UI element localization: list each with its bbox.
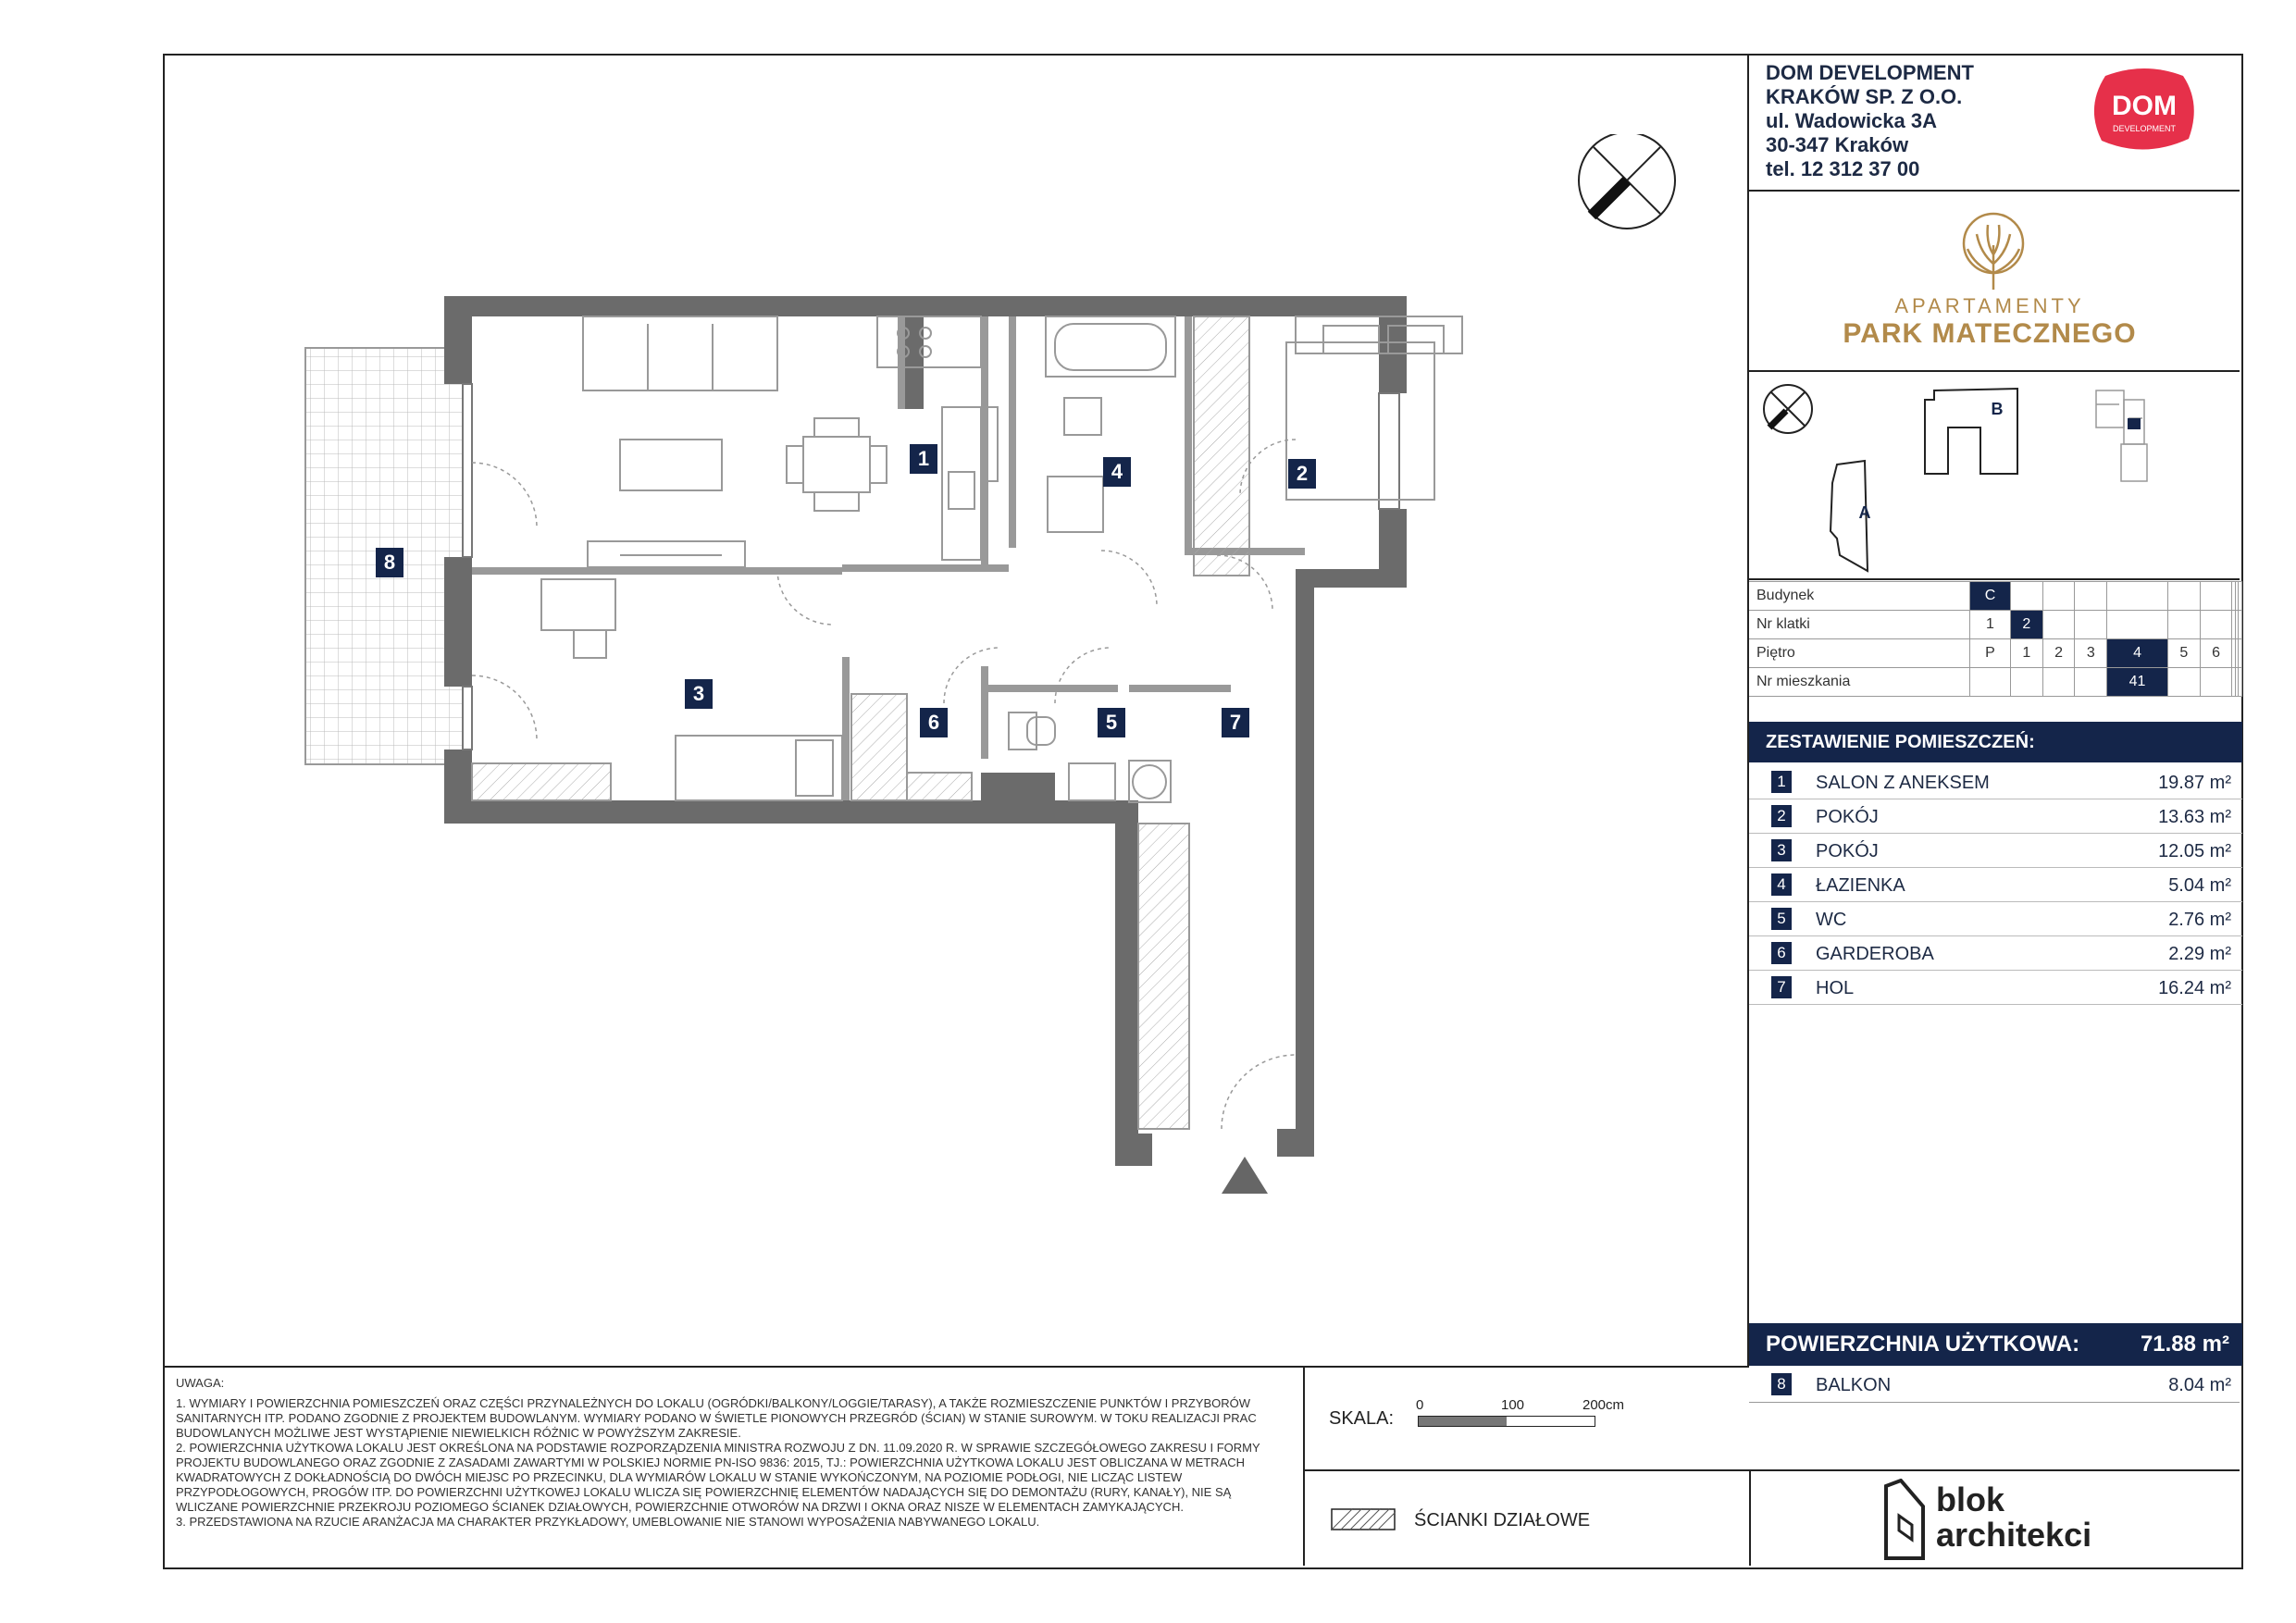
info-grid-cell: 2	[2042, 639, 2075, 668]
rooms-list	[1749, 765, 2242, 1005]
room-row	[1749, 765, 2242, 799]
info-grid-cell	[2200, 582, 2232, 611]
room-area: 19.87 m²	[2158, 773, 2231, 793]
architect-divider	[1749, 1469, 1751, 1566]
room-number: 5	[1771, 908, 1792, 930]
building-a-label: A	[1858, 503, 1871, 522]
room-number: 3	[1771, 839, 1792, 861]
balcony-area: 8.04 m²	[2168, 1375, 2231, 1395]
company-line: tel. 12 312 37 00	[1766, 157, 1920, 180]
partition-hatch-icon	[1331, 1508, 1396, 1530]
balcony-divider	[1749, 1402, 2240, 1403]
info-grid-cell: 41	[2107, 668, 2168, 697]
info-grid-cell	[2239, 582, 2242, 611]
info-grid-cell	[2042, 668, 2075, 697]
partition-legend-label: ŚCIANKI DZIAŁOWE	[1414, 1510, 1591, 1530]
room-number: 6	[1771, 942, 1792, 964]
company-line: ul. Wadowicka 3A	[1766, 109, 1938, 132]
sidebar-divider	[1747, 54, 1749, 1368]
rooms-header-text: ZESTAWIENIE POMIESZCZEŃ:	[1766, 732, 2035, 752]
architect-line2: architekci	[1936, 1516, 2092, 1554]
note-1: 1. WYMIARY I POWIERZCHNIA POMIESZCZEŃ ORAZ CZĘŚCI PRZYNALEŻNYCH DO LOKALU (OGRÓDKI/BALKONY/LOGGIE/TARASY), A TAKŻE ROZMIESZCZENIE PUNKTÓW I PRZYBORÓW SANITARNYCH ITP. PODANO ZGODNIE Z PROJEKTEM BUDOWLANYM. WYMIARY PODANO W ŚWIETLE PIONOWYCH PRZEGRÓD (ŚCIAN) W STANIE SUROWYM. W TOKU REALIZACJI PRAC BUDOWLANYCH MOŻLIWE JEST WYSTĄPIENIE NIEWIELKICH RÓŻNIC W POWYŻSZYM ZAKRESIE.	[176, 1396, 1257, 1440]
scale-divider	[1303, 1368, 1305, 1566]
info-grid-cell	[2239, 668, 2242, 697]
room-row	[1749, 868, 2242, 902]
info-grid-cell: P	[1970, 639, 2011, 668]
info-grid-cell	[2011, 582, 2043, 611]
logo-text-main: DOM	[2112, 91, 2177, 121]
info-grid-cell	[2042, 582, 2075, 611]
scale-tick-100: 100	[1501, 1397, 1525, 1413]
info-grid-cell	[2167, 668, 2200, 697]
scale-legend-divider	[1303, 1469, 2240, 1471]
info-grid-cell	[2167, 582, 2200, 611]
info-grid-cell: 4	[2107, 639, 2168, 668]
balcony-row	[1749, 1368, 2242, 1401]
note-3: 3. PRZEDSTAWIONA NA RZUCIE ARANŻACJA MA CHARAKTER PRZYKŁADOWY, UMEBLOWANIE NIE STANOWI WYPOSAŻENIA NABYWANEGO LOKALU.	[176, 1515, 1040, 1529]
company-info	[1766, 61, 1974, 181]
notes-divider	[163, 1366, 1748, 1368]
info-grid-row	[1749, 639, 2242, 668]
note-2: 2. POWIERZCHNIA UŻYTKOWA LOKALU JEST OKREŚLONA NA PODSTAWIE ROZPORZĄDZENIA MINISTRA ROZWOJU Z DN. 11.09.2020 R. W SPRAWIE SZCZEGÓŁOWEGO ZAKRESU I FORMY PROJEKTU BUDOWLANEGO ORAZ ZGODNIE Z ZASADAMI ZAWARTYMI W POLSKIEJ NORMIE PN-ISO 9836: 2015, TJ.: POWIERZCHNIA UŻYTKOWA LOKALU JEST OBLICZANA W METRACH KWADRATOWYCH Z DOKŁADNOŚCIĄ DO DWÓCH MIEJSC PO PRZECINKU, DLA WYMIARÓW LOKALU W STANIE WYKOŃCZONYM, NA POZIOMIE PODŁOGI, NIE LICZĄC LISTEW PRZYPODŁOGOWYCH, PROGÓW ITP. DO POWIERZCHNI UŻYTKOWEJ LOKALU WLICZA SIĘ POWIERZCHNIĘ ELEMENTÓW NADAJĄCYCH SIĘ DO DEMONTAŻU (RURY, KANAŁY), NIE SĄ WLICZANE POWIERZCHNIE PRZEKROJU POZIOMEGO ŚCIANEK DZIAŁOWYCH, POWIERZCHNIE OTWORÓW NA DRZWI I OKNA ORAZ NISZE W ELEMENTACH ZAMYKAJĄCYCH.	[176, 1441, 1260, 1514]
project-line2: PARK MATECZNEGO	[1843, 318, 2137, 349]
room-area: 2.76 m²	[2168, 910, 2231, 930]
room-name: HOL	[1816, 978, 1855, 998]
room-name: POKÓJ	[1816, 807, 1879, 827]
plan-label-7: 7	[1222, 708, 1249, 737]
room-number: 1	[1771, 771, 1792, 793]
info-grid-cell	[2200, 611, 2232, 639]
scale-bar-filled	[1419, 1417, 1507, 1426]
info-grid-cell	[2107, 582, 2168, 611]
info-grid-cell	[2075, 668, 2107, 697]
architect-name	[1936, 1482, 2091, 1553]
info-grid-cell	[2167, 611, 2200, 639]
room-area: 2.29 m²	[2168, 944, 2231, 964]
architect-logo-icon	[1879, 1479, 1930, 1562]
room-number: 7	[1771, 976, 1792, 998]
company-line: DOM DEVELOPMENT	[1766, 61, 1974, 84]
entrance-arrow	[1222, 1157, 1268, 1194]
info-grid-cell: C	[1970, 582, 2011, 611]
room-name: POKÓJ	[1816, 841, 1879, 861]
balcony-num: 8	[1771, 1373, 1792, 1395]
room-name: SALON Z ANEKSEM	[1816, 773, 1990, 793]
info-grid-cell: 1	[2011, 639, 2043, 668]
project-name	[1749, 294, 2230, 350]
plan-label-5: 5	[1098, 708, 1125, 737]
company-line: 30-347 Kraków	[1766, 133, 1909, 156]
room-name: WC	[1816, 910, 1847, 930]
room-row	[1749, 799, 2242, 834]
info-grid-label: Nr klatki	[1749, 611, 1970, 639]
room-area: 5.04 m²	[2168, 875, 2231, 896]
room-area: 12.05 m²	[2158, 841, 2231, 861]
plan-label-1: 1	[910, 444, 937, 474]
info-grid-cell	[2107, 611, 2168, 639]
company-line: KRAKÓW SP. Z O.O.	[1766, 85, 1963, 108]
room-row	[1749, 902, 2242, 936]
info-grid-row	[1749, 668, 2242, 697]
info-grid-cell: 5	[2167, 639, 2200, 668]
plan-label-2: 2	[1288, 459, 1316, 489]
compass-small-icon	[1764, 385, 1812, 433]
info-grid-cell: 2	[2011, 611, 2043, 639]
room-name: GARDEROBA	[1816, 944, 1934, 964]
room-number: 2	[1771, 805, 1792, 827]
unit-info-grid	[1749, 581, 2242, 697]
info-grid-cell	[2075, 611, 2107, 639]
plan-label-8: 8	[376, 548, 403, 577]
project-line1: APARTAMENTY	[1894, 294, 2085, 317]
scale-tick-200: 200cm	[1582, 1397, 1625, 1413]
room-area: 13.63 m²	[2158, 807, 2231, 827]
building-b-label: B	[1991, 400, 2004, 418]
architect-line1: blok	[1936, 1481, 2005, 1518]
room-row	[1749, 971, 2242, 1005]
info-grid-cell	[2239, 639, 2242, 668]
notes	[176, 1376, 1296, 1530]
compass-icon	[1573, 134, 1684, 236]
usable-area-value: 71.88 m²	[2140, 1332, 2229, 1357]
info-grid-cell: 3	[2075, 639, 2107, 668]
info-grid-cell	[2042, 611, 2075, 639]
info-grid-cell: 1	[1970, 611, 2011, 639]
logo-text-sub: DEVELOPMENT	[2112, 124, 2177, 133]
plan-label-4: 4	[1103, 457, 1131, 487]
room-row	[1749, 936, 2242, 971]
plan-label-3: 3	[685, 679, 713, 709]
tree-logo-icon	[1956, 208, 2030, 291]
map-divider	[1749, 578, 2240, 580]
notes-title: UWAGA:	[176, 1376, 225, 1390]
info-grid-cell	[2200, 668, 2232, 697]
floor-plan	[296, 287, 1610, 1203]
info-grid-label: Nr mieszkania	[1749, 668, 1970, 697]
info-grid-cell	[2239, 611, 2242, 639]
room-row	[1749, 834, 2242, 868]
room-name: ŁAZIENKA	[1816, 875, 1905, 896]
scale-bar	[1418, 1416, 1595, 1427]
info-grid-row	[1749, 582, 2242, 611]
balcony-name: BALKON	[1816, 1375, 1892, 1395]
info-grid-cell	[2011, 668, 2043, 697]
info-grid-label: Budynek	[1749, 582, 1970, 611]
plan-label-6: 6	[920, 708, 948, 737]
location-map	[1749, 372, 2240, 577]
room-number: 4	[1771, 873, 1792, 896]
room-area: 16.24 m²	[2158, 978, 2231, 998]
info-grid-cell	[2075, 582, 2107, 611]
scale-label: SKALA:	[1329, 1408, 1395, 1429]
company-divider	[1749, 190, 2240, 192]
usable-area-bar	[1749, 1323, 2242, 1366]
info-grid-cell: 6	[2200, 639, 2232, 668]
info-grid-label: Piętro	[1749, 639, 1970, 668]
usable-area-label: POWIERZCHNIA UŻYTKOWA:	[1766, 1332, 2080, 1357]
scale-tick-0: 0	[1416, 1397, 1424, 1413]
dom-development-logo	[2087, 67, 2202, 155]
info-grid-row	[1749, 611, 2242, 639]
rooms-header	[1749, 722, 2242, 762]
info-grid-cell	[1970, 668, 2011, 697]
